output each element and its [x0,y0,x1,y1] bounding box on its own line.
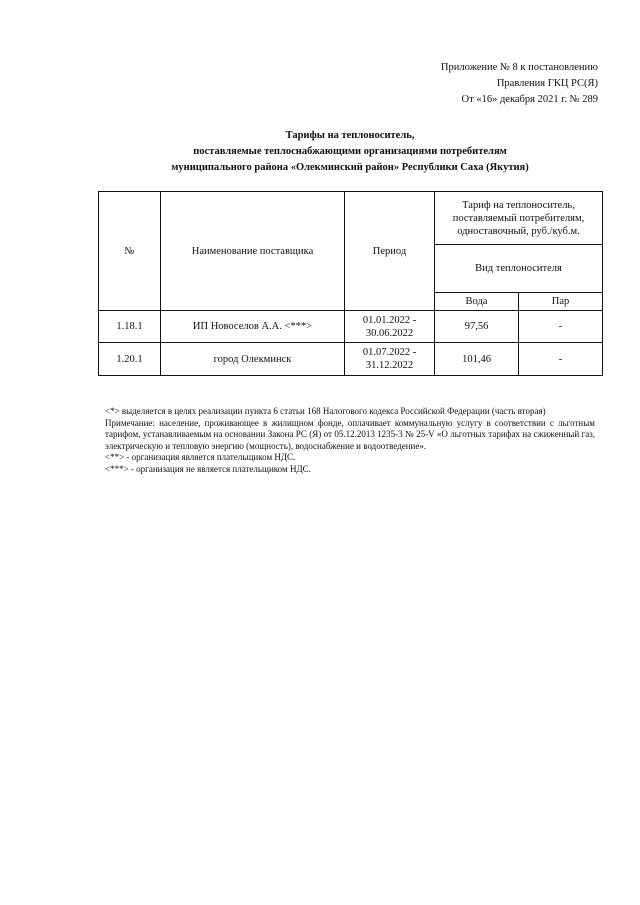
table-header-row [99,192,603,245]
appendix-header [441,60,598,108]
title-line-3: муниципального района «Олекминский район» Республики Саха (Якутия) [171,162,529,173]
header-cell-tariff: Тариф на теплоноситель, поставляемый потребителям, одноставочный, руб./куб.м. [435,192,603,245]
header-line-2: Правления ГКЦ РС(Я) [496,78,598,89]
title-line-1: Тарифы на теплоноситель, [285,130,415,141]
cell-steam: - [519,311,603,343]
footnote-non-vat-payer: <***> - организация не является плательщиком НДС. [105,463,311,474]
header-cell-carrier-type: Вид теплоносителя [435,245,603,293]
title-line-2: поставляемые теплоснабжающими организациями потребителям [193,146,507,157]
header-cell-water: Вода [435,293,519,311]
footnote-population-note: Примечание: население, проживающее в жилищном фонде, оплачивает коммунальную услугу в соответствии с льготным тарифом, устанавливаемым на основании Закона РС (Я) от 05.12.2013 1235-3 № 25-V «О льготных тарифах на сжиженный газ, электрическую и тепловую энергию (мощность), водоснабжение и водоотведение». [105,417,595,451]
header-cell-supplier: Наименование поставщика [161,192,345,311]
cell-water: 97,56 [435,311,519,343]
cell-supplier: ИП Новоселов А.А. <***> [161,311,345,343]
cell-supplier: город Олекминск [161,343,345,376]
header-line-3: От «16» декабря 2021 г. № 289 [461,94,598,105]
cell-no: 1.18.1 [99,311,161,343]
footnote-vat-allocation: <*> выделяется в целях реализации пункта 6 статьи 168 Налогового кодекса Российской Федерации (часть вторая) [105,406,546,416]
header-line-1: Приложение № 8 к постановлению [440,62,598,73]
footnotes [105,406,595,475]
header-cell-no: № [99,192,161,311]
cell-no: 1.20.1 [99,343,161,376]
table-row [99,343,603,376]
footnote-vat-payer: <**> - организация является плательщиком НДС. [105,452,296,462]
document-title [60,128,640,176]
cell-water: 101,46 [435,343,519,376]
cell-steam: - [519,343,603,376]
header-cell-steam: Пар [519,293,603,311]
cell-period: 01.07.2022 - 31.12.2022 [345,343,435,376]
table-row [99,311,603,343]
tariff-table [98,191,603,376]
header-cell-period: Период [345,192,435,311]
cell-period: 01.01.2022 - 30.06.2022 [345,311,435,343]
